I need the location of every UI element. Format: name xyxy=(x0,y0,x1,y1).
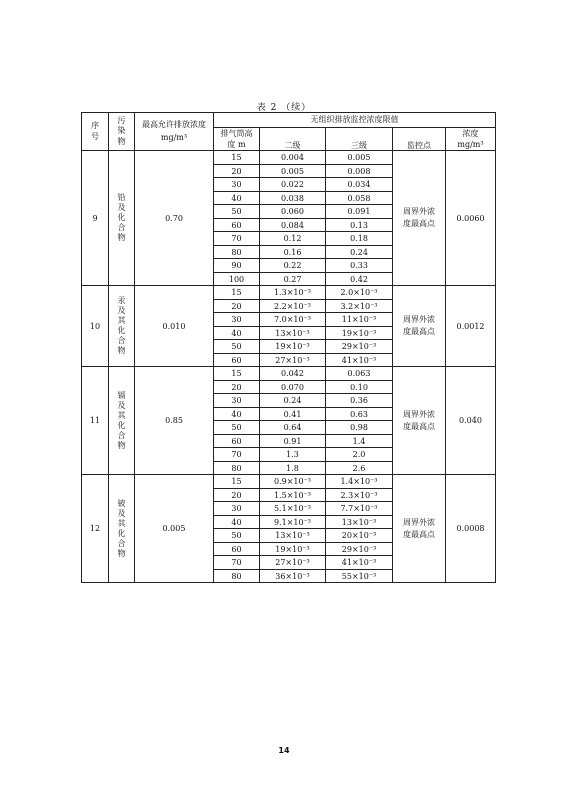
cell-grade2: 0.27 xyxy=(260,272,326,286)
cell-max-conc: 0.010 xyxy=(135,286,214,367)
cell-grade2: 0.64 xyxy=(260,421,326,435)
cell-grade3: 0.36 xyxy=(326,394,393,408)
cell-grade3: 41×10⁻³ xyxy=(326,556,393,570)
cell-height: 60 xyxy=(214,434,260,448)
cell-grade2: 5.1×10⁻³ xyxy=(260,502,326,516)
header-seq xyxy=(82,113,109,151)
header-height-text: 排气筒高度 m xyxy=(220,129,253,150)
cell-monitor-text: 周界外浓度最高点 xyxy=(403,207,435,229)
cell-monitor xyxy=(393,151,446,286)
cell-monitor xyxy=(393,475,446,583)
cell-grade3: 1.4×10⁻³ xyxy=(326,475,393,489)
cell-height: 70 xyxy=(214,232,260,246)
cell-conc: 0.040 xyxy=(446,367,496,475)
cell-grade2: 13×10⁻³ xyxy=(260,529,326,543)
cell-height: 40 xyxy=(214,407,260,421)
cell-height: 40 xyxy=(214,191,260,205)
cell-height: 50 xyxy=(214,205,260,219)
cell-seq: 10 xyxy=(82,286,109,367)
cell-height: 80 xyxy=(214,569,260,583)
cell-grade2: 27×10⁻³ xyxy=(260,353,326,367)
header-pollutant-text: 污染物 xyxy=(117,116,126,146)
cell-grade2: 0.042 xyxy=(260,367,326,381)
emission-limits-table xyxy=(81,112,496,583)
page-number: 14 xyxy=(278,746,290,755)
table-row xyxy=(82,475,496,489)
cell-grade3: 0.18 xyxy=(326,232,393,246)
cell-height: 70 xyxy=(214,448,260,462)
header-max-conc-text: 最高允许排放浓度 mg/m³ xyxy=(142,119,206,142)
cell-pollutant-text: 铅及化合物 xyxy=(117,193,126,243)
cell-grade3: 0.10 xyxy=(326,380,393,394)
cell-grade2: 2.2×10⁻³ xyxy=(260,299,326,313)
cell-height: 30 xyxy=(214,178,260,192)
cell-grade2: 0.24 xyxy=(260,394,326,408)
cell-pollutant-text: 铍及其化合物 xyxy=(117,498,126,558)
cell-grade2: 0.022 xyxy=(260,178,326,192)
header-height xyxy=(214,128,260,151)
cell-grade3: 20×10⁻³ xyxy=(326,529,393,543)
cell-grade3: 0.24 xyxy=(326,245,393,259)
cell-grade2: 19×10⁻³ xyxy=(260,542,326,556)
cell-pollutant xyxy=(109,367,135,475)
cell-grade3: 3.2×10⁻³ xyxy=(326,299,393,313)
cell-height: 20 xyxy=(214,299,260,313)
cell-grade3: 0.98 xyxy=(326,421,393,435)
cell-grade3: 2.3×10⁻³ xyxy=(326,488,393,502)
cell-grade3: 0.034 xyxy=(326,178,393,192)
cell-grade3: 41×10⁻³ xyxy=(326,353,393,367)
cell-grade2: 0.12 xyxy=(260,232,326,246)
cell-max-conc: 0.70 xyxy=(135,151,214,286)
cell-grade3: 0.33 xyxy=(326,259,393,273)
header-conc-text: 浓度 mg/m³ xyxy=(457,129,484,150)
cell-grade3: 29×10⁻³ xyxy=(326,542,393,556)
header-seq-text: 序号 xyxy=(91,121,99,141)
cell-grade2: 1.3 xyxy=(260,448,326,462)
cell-height: 60 xyxy=(214,218,260,232)
cell-monitor-text: 周界外浓度最高点 xyxy=(403,315,435,337)
cell-conc: 0.0012 xyxy=(446,286,496,367)
cell-grade2: 9.1×10⁻³ xyxy=(260,515,326,529)
cell-grade2: 1.3×10⁻³ xyxy=(260,286,326,300)
header-pollutant xyxy=(109,113,135,151)
cell-height: 90 xyxy=(214,259,260,273)
cell-grade2: 19×10⁻³ xyxy=(260,340,326,354)
cell-grade3: 2.0 xyxy=(326,448,393,462)
cell-height: 15 xyxy=(214,367,260,381)
header-conc xyxy=(446,128,496,151)
cell-height: 30 xyxy=(214,313,260,327)
cell-grade3: 7.7×10⁻³ xyxy=(326,502,393,516)
cell-grade2: 7.0×10⁻³ xyxy=(260,313,326,327)
cell-height: 80 xyxy=(214,245,260,259)
cell-grade2: 0.084 xyxy=(260,218,326,232)
cell-grade3: 0.091 xyxy=(326,205,393,219)
cell-height: 20 xyxy=(214,380,260,394)
cell-height: 40 xyxy=(214,515,260,529)
cell-grade2: 1.8 xyxy=(260,461,326,475)
cell-pollutant-text: 汞及其化合物 xyxy=(117,296,126,356)
cell-grade2: 1.5×10⁻³ xyxy=(260,488,326,502)
cell-height: 40 xyxy=(214,326,260,340)
cell-grade2: 0.005 xyxy=(260,164,326,178)
cell-conc: 0.0060 xyxy=(446,151,496,286)
cell-height: 70 xyxy=(214,556,260,570)
cell-pollutant xyxy=(109,475,135,583)
cell-grade3: 0.42 xyxy=(326,272,393,286)
cell-height: 20 xyxy=(214,164,260,178)
cell-height: 100 xyxy=(214,272,260,286)
cell-pollutant xyxy=(109,286,135,367)
header-grade2: 二级 xyxy=(260,128,326,151)
cell-grade3: 2.6 xyxy=(326,461,393,475)
cell-grade2: 0.060 xyxy=(260,205,326,219)
header-monitor: 监控点 xyxy=(393,128,446,151)
cell-max-conc: 0.005 xyxy=(135,475,214,583)
cell-grade2: 0.004 xyxy=(260,151,326,165)
cell-height: 50 xyxy=(214,421,260,435)
cell-grade2: 0.038 xyxy=(260,191,326,205)
table-row xyxy=(82,151,496,165)
cell-height: 30 xyxy=(214,502,260,516)
table-body xyxy=(82,151,496,583)
cell-height: 15 xyxy=(214,151,260,165)
cell-pollutant-text: 镉及其化合物 xyxy=(117,390,126,450)
table-row xyxy=(82,367,496,381)
cell-grade2: 0.070 xyxy=(260,380,326,394)
cell-monitor-text: 周界外浓度最高点 xyxy=(403,409,435,431)
cell-grade3: 0.063 xyxy=(326,367,393,381)
cell-grade3: 0.005 xyxy=(326,151,393,165)
table-row xyxy=(82,286,496,300)
cell-grade3: 29×10⁻³ xyxy=(326,340,393,354)
cell-monitor-text: 周界外浓度最高点 xyxy=(403,517,435,539)
cell-max-conc: 0.85 xyxy=(135,367,214,475)
cell-monitor xyxy=(393,367,446,475)
cell-seq: 12 xyxy=(82,475,109,583)
cell-monitor xyxy=(393,286,446,367)
cell-grade2: 36×10⁻³ xyxy=(260,569,326,583)
cell-grade3: 11×10⁻³ xyxy=(326,313,393,327)
cell-grade3: 0.63 xyxy=(326,407,393,421)
cell-seq: 11 xyxy=(82,367,109,475)
cell-grade3: 0.058 xyxy=(326,191,393,205)
cell-height: 15 xyxy=(214,286,260,300)
cell-grade2: 0.91 xyxy=(260,434,326,448)
cell-grade2: 0.22 xyxy=(260,259,326,273)
cell-height: 20 xyxy=(214,488,260,502)
cell-grade3: 13×10⁻³ xyxy=(326,515,393,529)
cell-grade3: 1.4 xyxy=(326,434,393,448)
cell-height: 30 xyxy=(214,394,260,408)
cell-height: 60 xyxy=(214,353,260,367)
header-max-conc xyxy=(135,113,214,151)
cell-seq: 9 xyxy=(82,151,109,286)
header-unorganized: 无组织排放监控浓度限值 xyxy=(214,113,496,128)
cell-grade2: 0.16 xyxy=(260,245,326,259)
cell-pollutant xyxy=(109,151,135,286)
table-caption: 表 2 （续） xyxy=(256,103,312,113)
cell-height: 15 xyxy=(214,475,260,489)
cell-grade3: 0.13 xyxy=(326,218,393,232)
cell-grade2: 0.9×10⁻³ xyxy=(260,475,326,489)
cell-grade2: 27×10⁻³ xyxy=(260,556,326,570)
cell-grade3: 0.008 xyxy=(326,164,393,178)
cell-grade3: 55×10⁻³ xyxy=(326,569,393,583)
cell-grade2: 13×10⁻³ xyxy=(260,326,326,340)
cell-grade3: 2.0×10⁻³ xyxy=(326,286,393,300)
cell-conc: 0.0008 xyxy=(446,475,496,583)
cell-height: 50 xyxy=(214,340,260,354)
cell-grade2: 0.41 xyxy=(260,407,326,421)
cell-grade3: 19×10⁻³ xyxy=(326,326,393,340)
cell-height: 80 xyxy=(214,461,260,475)
cell-height: 50 xyxy=(214,529,260,543)
cell-height: 60 xyxy=(214,542,260,556)
header-grade3: 三级 xyxy=(326,128,393,151)
